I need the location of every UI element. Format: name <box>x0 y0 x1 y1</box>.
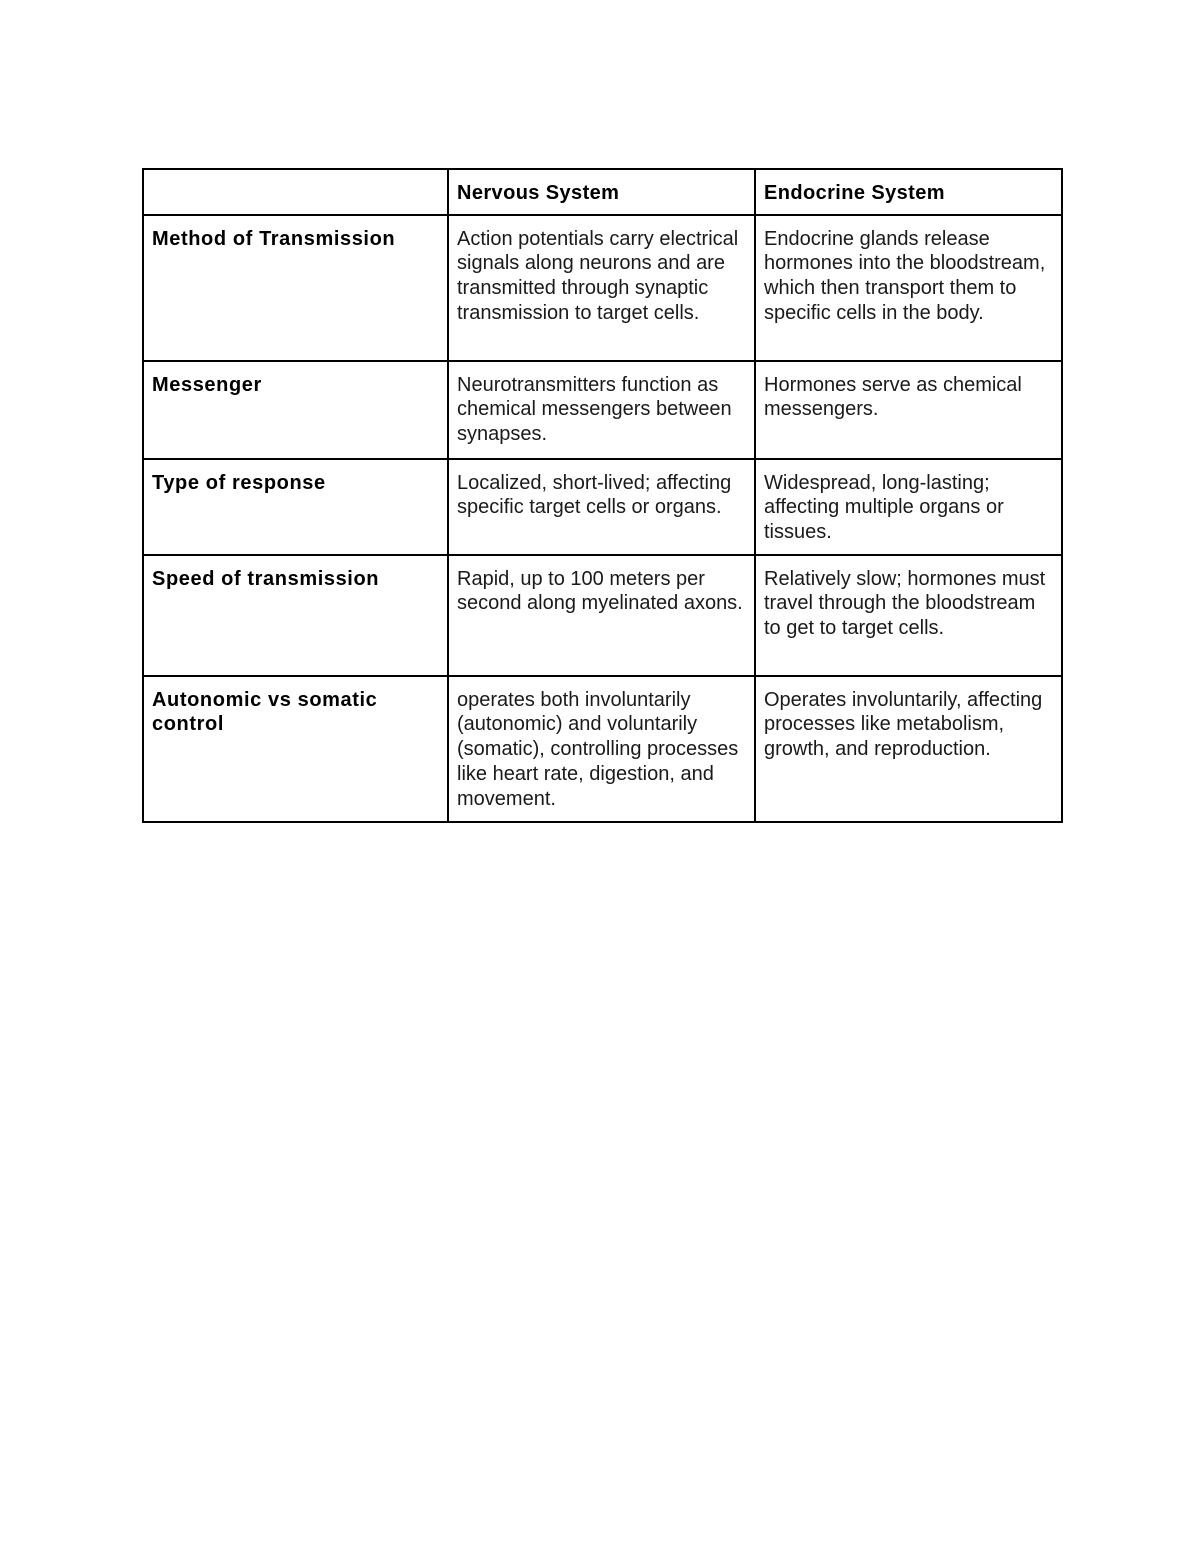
table-row <box>143 676 1062 822</box>
cell-nervous-speed: Rapid, up to 100 meters per second along myelinated axons. <box>448 555 755 676</box>
cell-nervous-response: Localized, short-lived; affecting specific target cells or organs. <box>448 459 755 555</box>
header-corner-cell <box>143 169 448 215</box>
header-endocrine-system: Endocrine System <box>755 169 1062 215</box>
cell-nervous-control: operates both involuntarily (autonomic) and voluntarily (somatic), controlling processes like heart rate, digestion, and movement. <box>448 676 755 822</box>
table-row <box>143 555 1062 676</box>
cell-endocrine-speed: Relatively slow; hormones must travel through the bloodstream to get to target cells. <box>755 555 1062 676</box>
cell-nervous-method: Action potentials carry electrical signals along neurons and are transmitted through synaptic transmission to target cells. <box>448 215 755 361</box>
table-row <box>143 459 1062 555</box>
table-row <box>143 215 1062 361</box>
table-row <box>143 361 1062 459</box>
cell-endocrine-control: Operates involuntarily, affecting processes like metabolism, growth, and reproduction. <box>755 676 1062 822</box>
header-nervous-system: Nervous System <box>448 169 755 215</box>
row-label-type-of-response: Type of response <box>143 459 448 555</box>
cell-endocrine-response: Widespread, long-lasting; affecting multiple organs or tissues. <box>755 459 1062 555</box>
row-label-autonomic-vs-somatic: Autonomic vs somatic control <box>143 676 448 822</box>
cell-endocrine-method: Endocrine glands release hormones into the bloodstream, which then transport them to specific cells in the body. <box>755 215 1062 361</box>
header-row <box>143 169 1062 215</box>
row-label-method-of-transmission: Method of Transmission <box>143 215 448 361</box>
cell-endocrine-messenger: Hormones serve as chemical messengers. <box>755 361 1062 459</box>
cell-nervous-messenger: Neurotransmitters function as chemical messengers between synapses. <box>448 361 755 459</box>
row-label-messenger: Messenger <box>143 361 448 459</box>
comparison-table <box>142 168 1063 823</box>
row-label-speed-of-transmission: Speed of transmission <box>143 555 448 676</box>
